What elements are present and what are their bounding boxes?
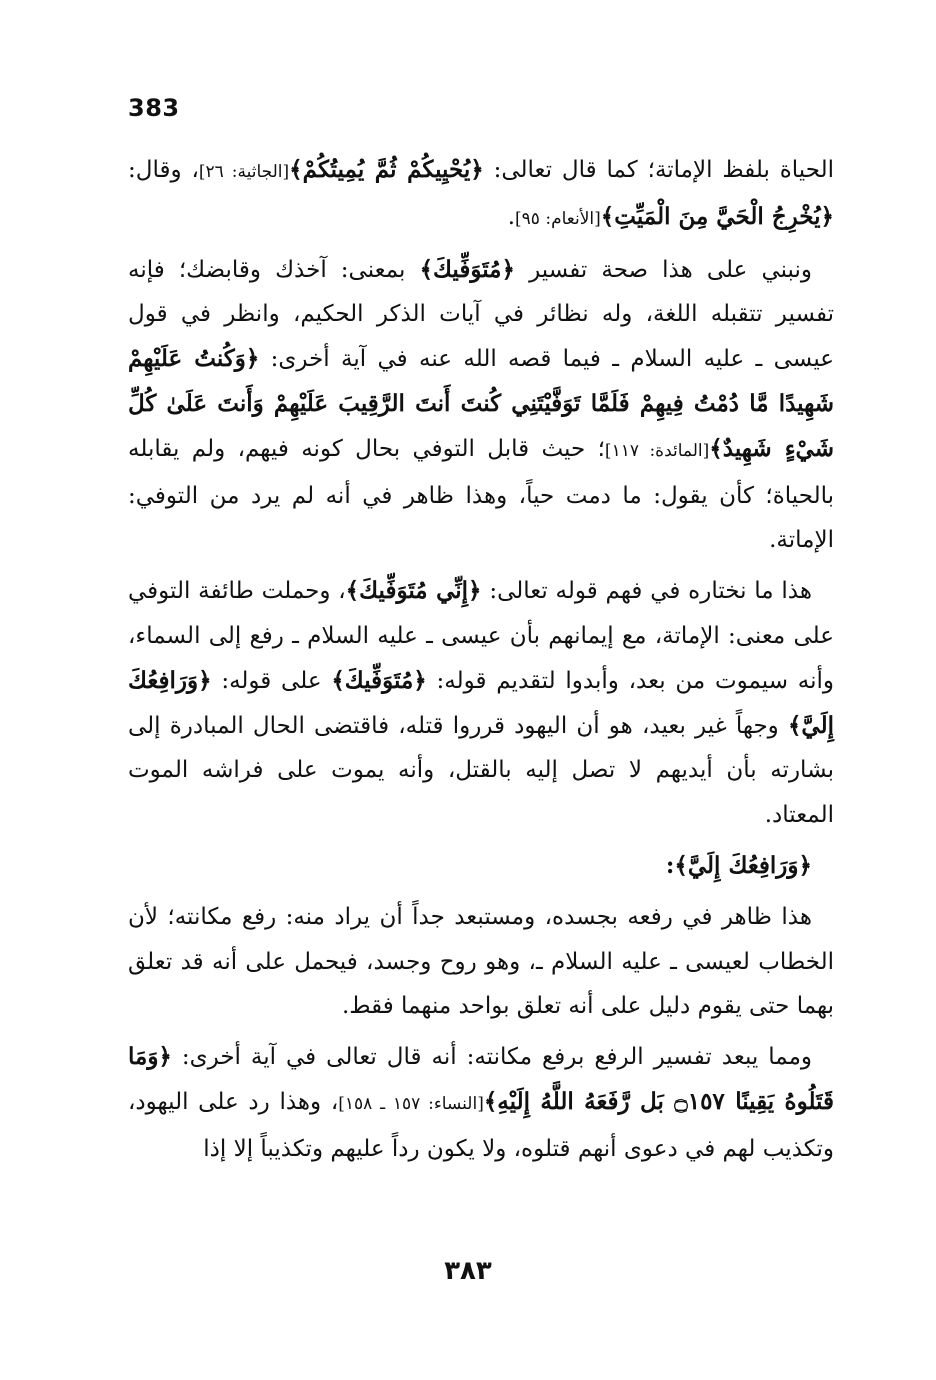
- verse-reference: [الأنعام: ٩٥]: [515, 208, 601, 229]
- quran-quote: ﴿مُتَوَفِّيكَ﴾: [331, 666, 427, 694]
- text-run: ونبني على هذا صحة تفسير: [514, 256, 813, 283]
- text-run: ؛ حيث قابل التوفي بحال كونه فيهم، ولم يقابله بالحياة؛ كأن يقول: ما دمت حياً، وهذا ظاهر في أنه لم يرد من التوفي: الإماتة.: [128, 435, 834, 554]
- paragraph: [128, 148, 834, 242]
- section-heading: [128, 844, 834, 889]
- paragraph: [128, 248, 834, 564]
- text-run: ، وحملت طائفة التوفي على معنى: الإماتة، مع إيمانهم بأن عيسى ـ عليه السلام ـ رفع إلى السماء، وأنه سيموت من بعد، وأبدوا لتقديم قوله:: [128, 578, 834, 694]
- paragraph: [128, 569, 834, 838]
- quran-quote: ﴿مُتَوَفِّيكَ﴾: [419, 255, 515, 283]
- page-number-top: 383: [128, 94, 180, 122]
- quran-quote: ﴿يُخْرِجُ الْحَيَّ مِنَ الْمَيِّتِ﴾: [600, 202, 834, 230]
- text-run: بمعنى: آخذك وقابضك؛ فإنه تفسير تتقبله اللغة، وله نظائر في آيات الذكر الحكيم، وانظر في قول عيسى ـ عليه السلام ـ فيما قصه الله عنه في آية أخرى:: [128, 256, 834, 373]
- text-run: هذا ما نختاره في فهم قوله تعالى:: [481, 578, 812, 605]
- text-run: ، وقال:: [128, 157, 199, 183]
- quran-quote: ﴿وَرَافِعُكَ إِلَيَّ﴾: [128, 666, 834, 739]
- verse-reference: [النساء: ١٥٧ ـ ١٥٨]: [338, 1093, 484, 1114]
- quran-quote: ﴿وَكُنتُ عَلَيْهِمْ شَهِيدًا مَّا دُمْتُ فِيهِمْ فَلَمَّا تَوَفَّيْتَنِي كُنتَ أَنتَ الرَّقِيبَ عَلَيْهِمْ وَأَنتَ عَلَىٰ كُلِّ شَيْءٍ شَهِيدٌ﴾: [128, 345, 834, 462]
- paragraph: [128, 1035, 834, 1171]
- text-run: الحياة بلفظ الإماتة؛ كما قال تعالى:: [483, 157, 834, 183]
- body-text: [128, 148, 834, 1172]
- verse-reference: [الجاثية: ٢٦]: [198, 162, 290, 182]
- text-run: .: [507, 203, 516, 230]
- text-run: هذا ظاهر في رفعه بجسده، ومستبعد جداً أن يراد منه: رفع مكانته؛ لأن الخطاب لعيسى ـ عليه السلام ـ، وهو روح وجسد، فيحمل على أنه قد تعلق بهما حتى يقوم دليل على أنه تعلق بواحد منهما فقط.: [128, 903, 834, 1020]
- text-run: وجهاً غير بعيد، هو أن اليهود قرروا قتله، فاقتضى الحال المبادرة إلى بشارته بأن أيديهم لا تصل إليه بالقتل، وأنه يموت على فراشه الموت المعتاد.: [128, 712, 834, 829]
- page-number-bottom: ٣٨٣: [444, 1256, 492, 1286]
- verse-reference: [المائدة: ١١٧]: [604, 440, 710, 461]
- quran-quote: ﴿وَرَافِعُكَ إِلَيَّ﴾: [674, 851, 812, 879]
- text-run: ومما يبعد تفسير الرفع برفع مكانته: أنه قال تعالى في آية أخرى:: [171, 1044, 812, 1071]
- quran-quote: ﴿يُحْيِيكُمْ ثُمَّ يُمِيتُكُمْ﴾: [289, 156, 484, 183]
- quran-quote: ﴿وَمَا قَتَلُوهُ يَقِينًا ۝١٥٧ بَل رَّفَعَهُ اللَّهُ إِلَيْهِ﴾: [128, 1043, 834, 1115]
- paragraph: [128, 895, 834, 1029]
- text-run: :: [665, 851, 675, 879]
- quran-quote: ﴿إِنِّي مُتَوَفِّيكَ﴾: [345, 577, 482, 605]
- text-run: ، وهذا رد على اليهود، وتكذيب لهم في دعوى أنهم قتلوه، ولا يكون رداً عليهم وتكذيباً إلا إذا: [128, 1088, 834, 1162]
- text-run: على قوله:: [211, 667, 332, 694]
